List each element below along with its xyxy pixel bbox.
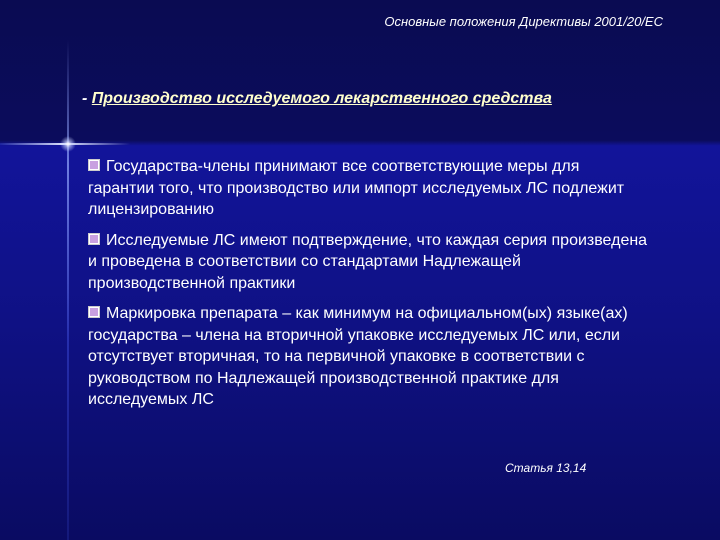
title-dash: - [82, 90, 92, 107]
bullet-text: Маркировка препарата – как минимум на официальном(ых) языке(ах) государства – члена на вторичной упаковке исследуемых ЛС или, если отсутствует вторичная, то на первичной упаковке в соответствии с руководством по Надлежащей производственной практике для исследуемых ЛС [88, 305, 628, 408]
checkbox-bullet-icon [88, 159, 100, 171]
bullet-item [88, 230, 648, 295]
bullet-list [88, 156, 648, 420]
slide-title [82, 90, 552, 108]
bullet-text: Исследуемые ЛС имеют подтверждение, что каждая серия произведена и проведена в соответствии со стандартами Надлежащей производственной практики [88, 231, 648, 292]
checkbox-bullet-icon [88, 306, 100, 318]
bullet-item [88, 156, 648, 221]
slide-header: Основные положения Директивы 2001/20/ЕС [384, 14, 663, 29]
bullet-item [88, 303, 648, 411]
bullet-text: Государства-члены принимают все соответствующие меры для гарантии того, что производство или импорт исследуемых ЛС подлежит лицензированию [88, 158, 625, 218]
title-text: Производство исследуемого лекарственного средства [91, 90, 552, 107]
article-reference: Статья 13,14 [505, 461, 587, 475]
sparkle-icon [60, 136, 76, 152]
checkbox-bullet-icon [88, 233, 100, 245]
decorative-vertical-line [67, 40, 69, 540]
